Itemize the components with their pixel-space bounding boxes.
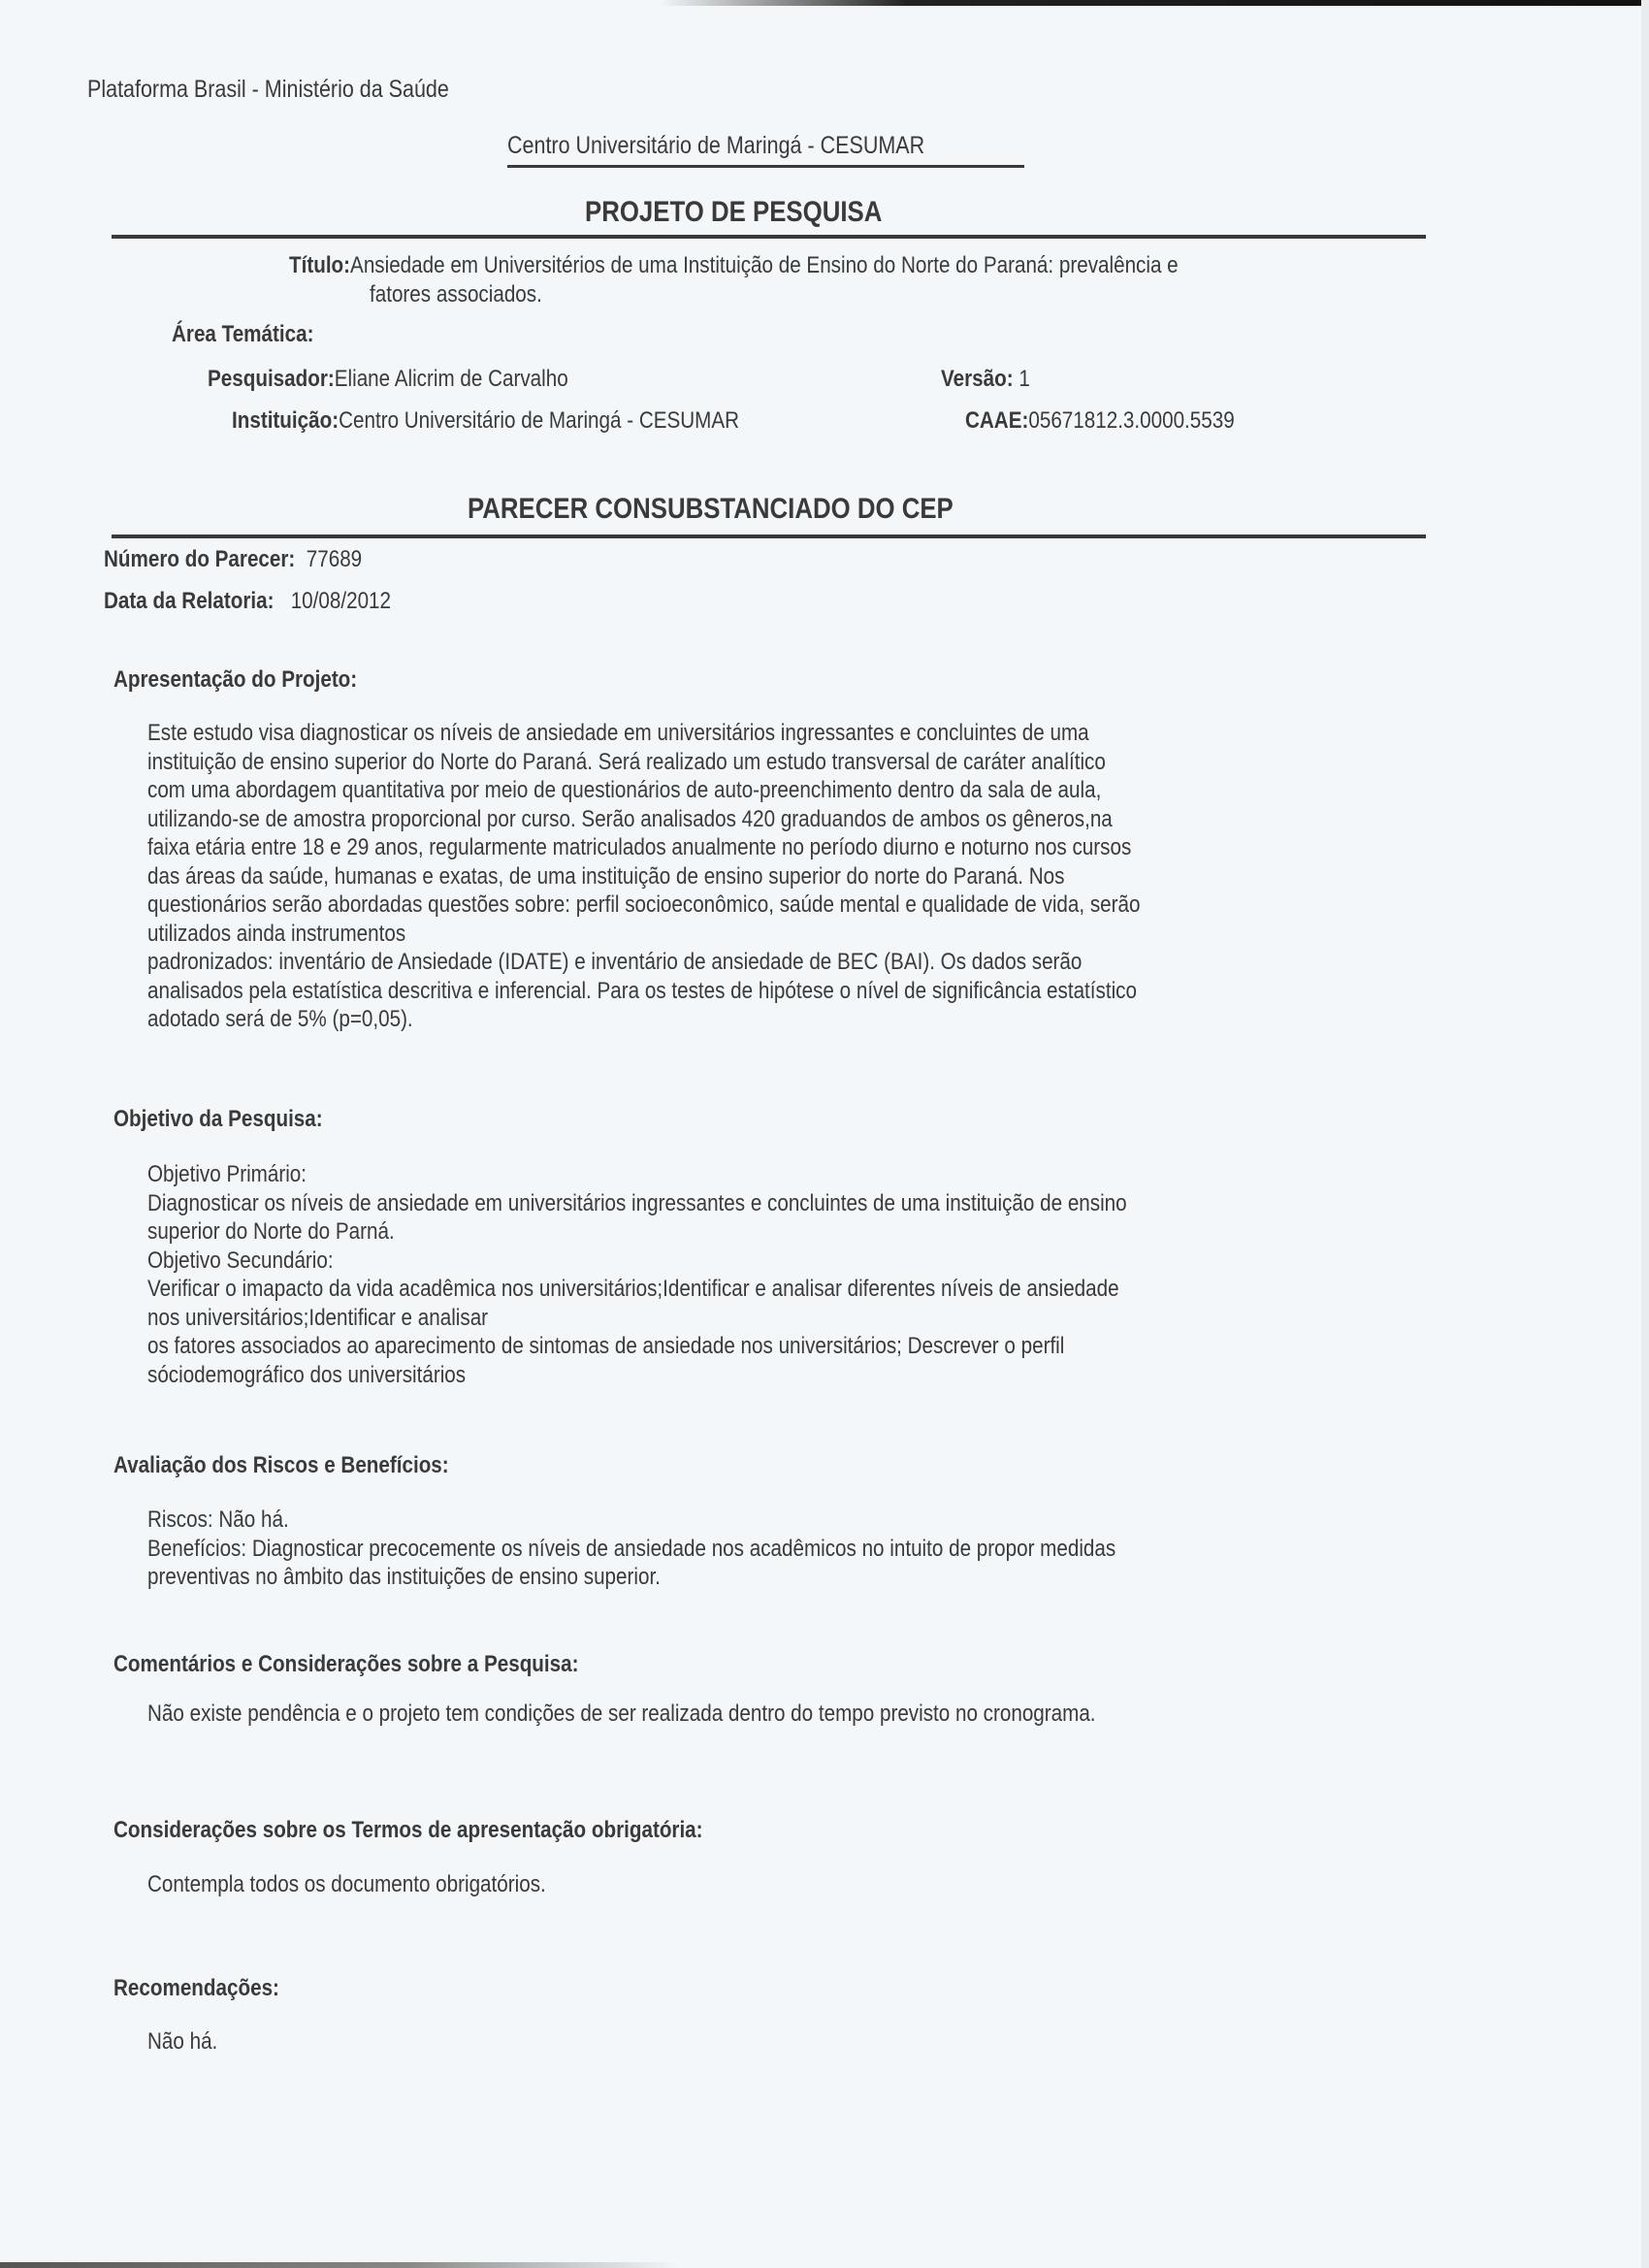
apresentacao-line [147,833,1428,862]
comentarios-heading-text: Comentários e Considerações sobre a Pesquisa: [113,1651,579,1677]
caae-label: CAAE: [965,407,1029,434]
titulo-field-line2 [370,281,570,308]
institution-heading-text: Centro Universitário de Maringá - CESUMAR [507,132,925,159]
apresentacao-line-text: questionários serão abordadas questões sobre: perfil socioeconômico, saúde mental e qualidade de vida, serão [147,891,1141,918]
titulo-value-line2: fatores associados. [370,281,542,308]
objetivo-line [147,1332,1428,1361]
apresentacao-line-text: das áreas da saúde, humanas e exatas, de uma instituição de ensino superior do norte do Paraná. Nos [147,862,1065,890]
objetivo-line [147,1247,1428,1276]
objetivo-line-text: Verificar o imapacto da vida acadêmica nos universitários;Identificar e analisar diferentes níveis de ansiedade [147,1276,1119,1302]
recomendacoes-line [147,2027,1428,2057]
riscos-line [147,1535,1428,1564]
objetivo-heading-text: Objetivo da Pesquisa: [113,1106,323,1132]
apresentacao-line-text: instituição de ensino superior do Norte do Paraná. Será realizado um estudo transversal de caráter analítico [147,748,1106,775]
area-tematica-field [172,321,337,348]
objetivo-body [147,1160,1428,1389]
apresentacao-line [147,920,1428,949]
titulo-field [289,252,1323,279]
comentarios-line-text: Não existe pendência e o projeto tem condições de ser realizada dentro do tempo previsto no cronograma. [147,1701,1096,1727]
platform-header [87,76,508,104]
termos-line [147,1870,1428,1899]
riscos-line-text: Benefícios: Diagnosticar precocemente os níveis de ansiedade nos acadêmicos no intuito de propor medidas [147,1535,1116,1562]
numero-parecer-value: 77689 [306,546,363,572]
apresentacao-line-text: analisados pela estatística descritiva e inferencial. Para os testes de hipótese o nível de significância estatístico [147,977,1137,1004]
titulo-label: Título: [289,252,351,278]
apresentacao-line [147,1005,1428,1034]
objetivo-line-text: nos universitários;Identificar e analisar [147,1304,489,1331]
apresentacao-line-text: utilizados ainda instrumentos [147,920,406,947]
recomendacoes-line-text: Não há. [147,2028,218,2055]
titulo-value-line1: Ansiedade em Universitérios de uma Instituição de Ensino do Norte do Paraná: prevalência e [350,252,1179,278]
recomendacoes-heading-text: Recomendações: [113,1975,279,2001]
numero-parecer-field [104,546,404,573]
riscos-heading-text: Avaliação dos Riscos e Benefícios: [113,1452,449,1478]
instituicao-label: Instituição: [232,407,340,434]
riscos-line [147,1506,1428,1535]
institution-underline [507,165,1024,168]
apresentacao-line [147,862,1428,891]
document-title [585,196,930,229]
scan-bottom-edge [0,2262,679,2268]
instituicao-value: Centro Universitário de Maringá - CESUMAR [339,407,740,434]
caae-value: 05671812.3.0000.5539 [1028,407,1235,434]
termos-heading [113,1817,798,1844]
apresentacao-line-text: adotado será de 5% (p=0,05). [147,1006,413,1032]
apresentacao-body [147,719,1428,1034]
data-relatoria-value: 10/08/2012 [290,588,392,614]
comentarios-line [147,1700,1428,1729]
institution-heading [507,132,992,160]
data-relatoria-label: Data da Relatoria: [104,588,275,614]
data-relatoria-field [104,588,437,615]
apresentacao-line [147,805,1428,834]
objetivo-line-text: superior do Norte do Parná. [147,1218,395,1245]
objetivo-line [147,1275,1428,1304]
apresentacao-line [147,776,1428,805]
pesquisador-label: Pesquisador: [208,366,335,392]
objetivo-line [147,1361,1428,1390]
versao-value: 1 [1018,366,1030,392]
riscos-heading [113,1452,503,1479]
comentarios-body [147,1700,1428,1729]
instituicao-field [232,407,822,435]
apresentacao-line [147,948,1428,977]
caae-field [965,407,1278,435]
parecer-rule [112,535,1426,538]
recomendacoes-body [147,2027,1428,2057]
scan-top-edge [0,0,1649,6]
pesquisador-field [208,366,627,393]
objetivo-line [147,1160,1428,1189]
termos-body [147,1870,1428,1899]
document-title-text: PROJETO DE PESQUISA [585,196,883,228]
numero-parecer-label: Número do Parecer: [104,546,296,572]
parecer-heading [468,493,1032,526]
scan-right-edge [1641,0,1649,2268]
title-rule [112,235,1426,239]
termos-line-text: Contempla todos os documento obrigatórios. [147,1871,546,1897]
apresentacao-line-text: utilizando-se de amostra proporcional por curso. Serão analisados 420 graduandos de ambos os gêneros,na [147,805,1113,832]
versao-field [941,366,1045,393]
apresentacao-heading-text: Apresentação do Projeto: [113,666,358,693]
versao-label: Versão: [941,366,1014,392]
objetivo-heading [113,1106,357,1133]
riscos-line-text: Riscos: Não há. [147,1507,289,1533]
pesquisador-value: Eliane Alicrim de Carvalho [334,366,568,392]
objetivo-line [147,1304,1428,1333]
apresentacao-line-text: Este estudo visa diagnosticar os níveis de ansiedade em universitários ingressantes e concluintes de uma [147,720,1089,746]
parecer-heading-text: PARECER CONSUBSTANCIADO DO CEP [468,493,954,525]
objetivo-line-text: Objetivo Primário: [147,1161,307,1187]
riscos-line-text: preventivas no âmbito das instituições de ensino superior. [147,1564,661,1590]
riscos-line [147,1563,1428,1592]
apresentacao-line-text: faixa etária entre 18 e 29 anos, regularmente matriculados anualmente no período diurno e noturno nos cursos [147,834,1132,860]
platform-text: Plataforma Brasil - Ministério da Saúde [87,76,449,103]
objetivo-line-text: Objetivo Secundário: [147,1247,334,1274]
apresentacao-line [147,977,1428,1006]
area-tematica-label: Área Temática: [172,321,314,347]
apresentacao-line [147,748,1428,777]
apresentacao-line [147,719,1428,748]
comentarios-heading [113,1651,655,1678]
objetivo-line-text: Diagnosticar os níveis de ansiedade em universitários ingressantes e concluintes de uma instituição de ensino [147,1189,1127,1216]
objetivo-line-text: os fatores associados ao aparecimento de sintomas de ansiedade nos universitários; Descrever o perfil [147,1333,1065,1359]
termos-heading-text: Considerações sobre os Termos de apresentação obrigatória: [113,1817,703,1843]
recomendacoes-heading [113,1975,307,2002]
objetivo-line-text: sóciodemográfico dos universitários [147,1361,467,1388]
apresentacao-heading [113,666,397,694]
riscos-body [147,1506,1428,1592]
objetivo-line [147,1189,1428,1218]
apresentacao-line-text: com uma abordagem quantitativa por meio de questionários de auto-preenchimento dentro da sala de aula, [147,777,1102,803]
objetivo-line [147,1217,1428,1247]
apresentacao-line [147,891,1428,920]
apresentacao-line-text: padronizados: inventário de Ansiedade (IDATE) e inventário de ansiedade de BEC (BAI). Os dados serão [147,949,1083,975]
